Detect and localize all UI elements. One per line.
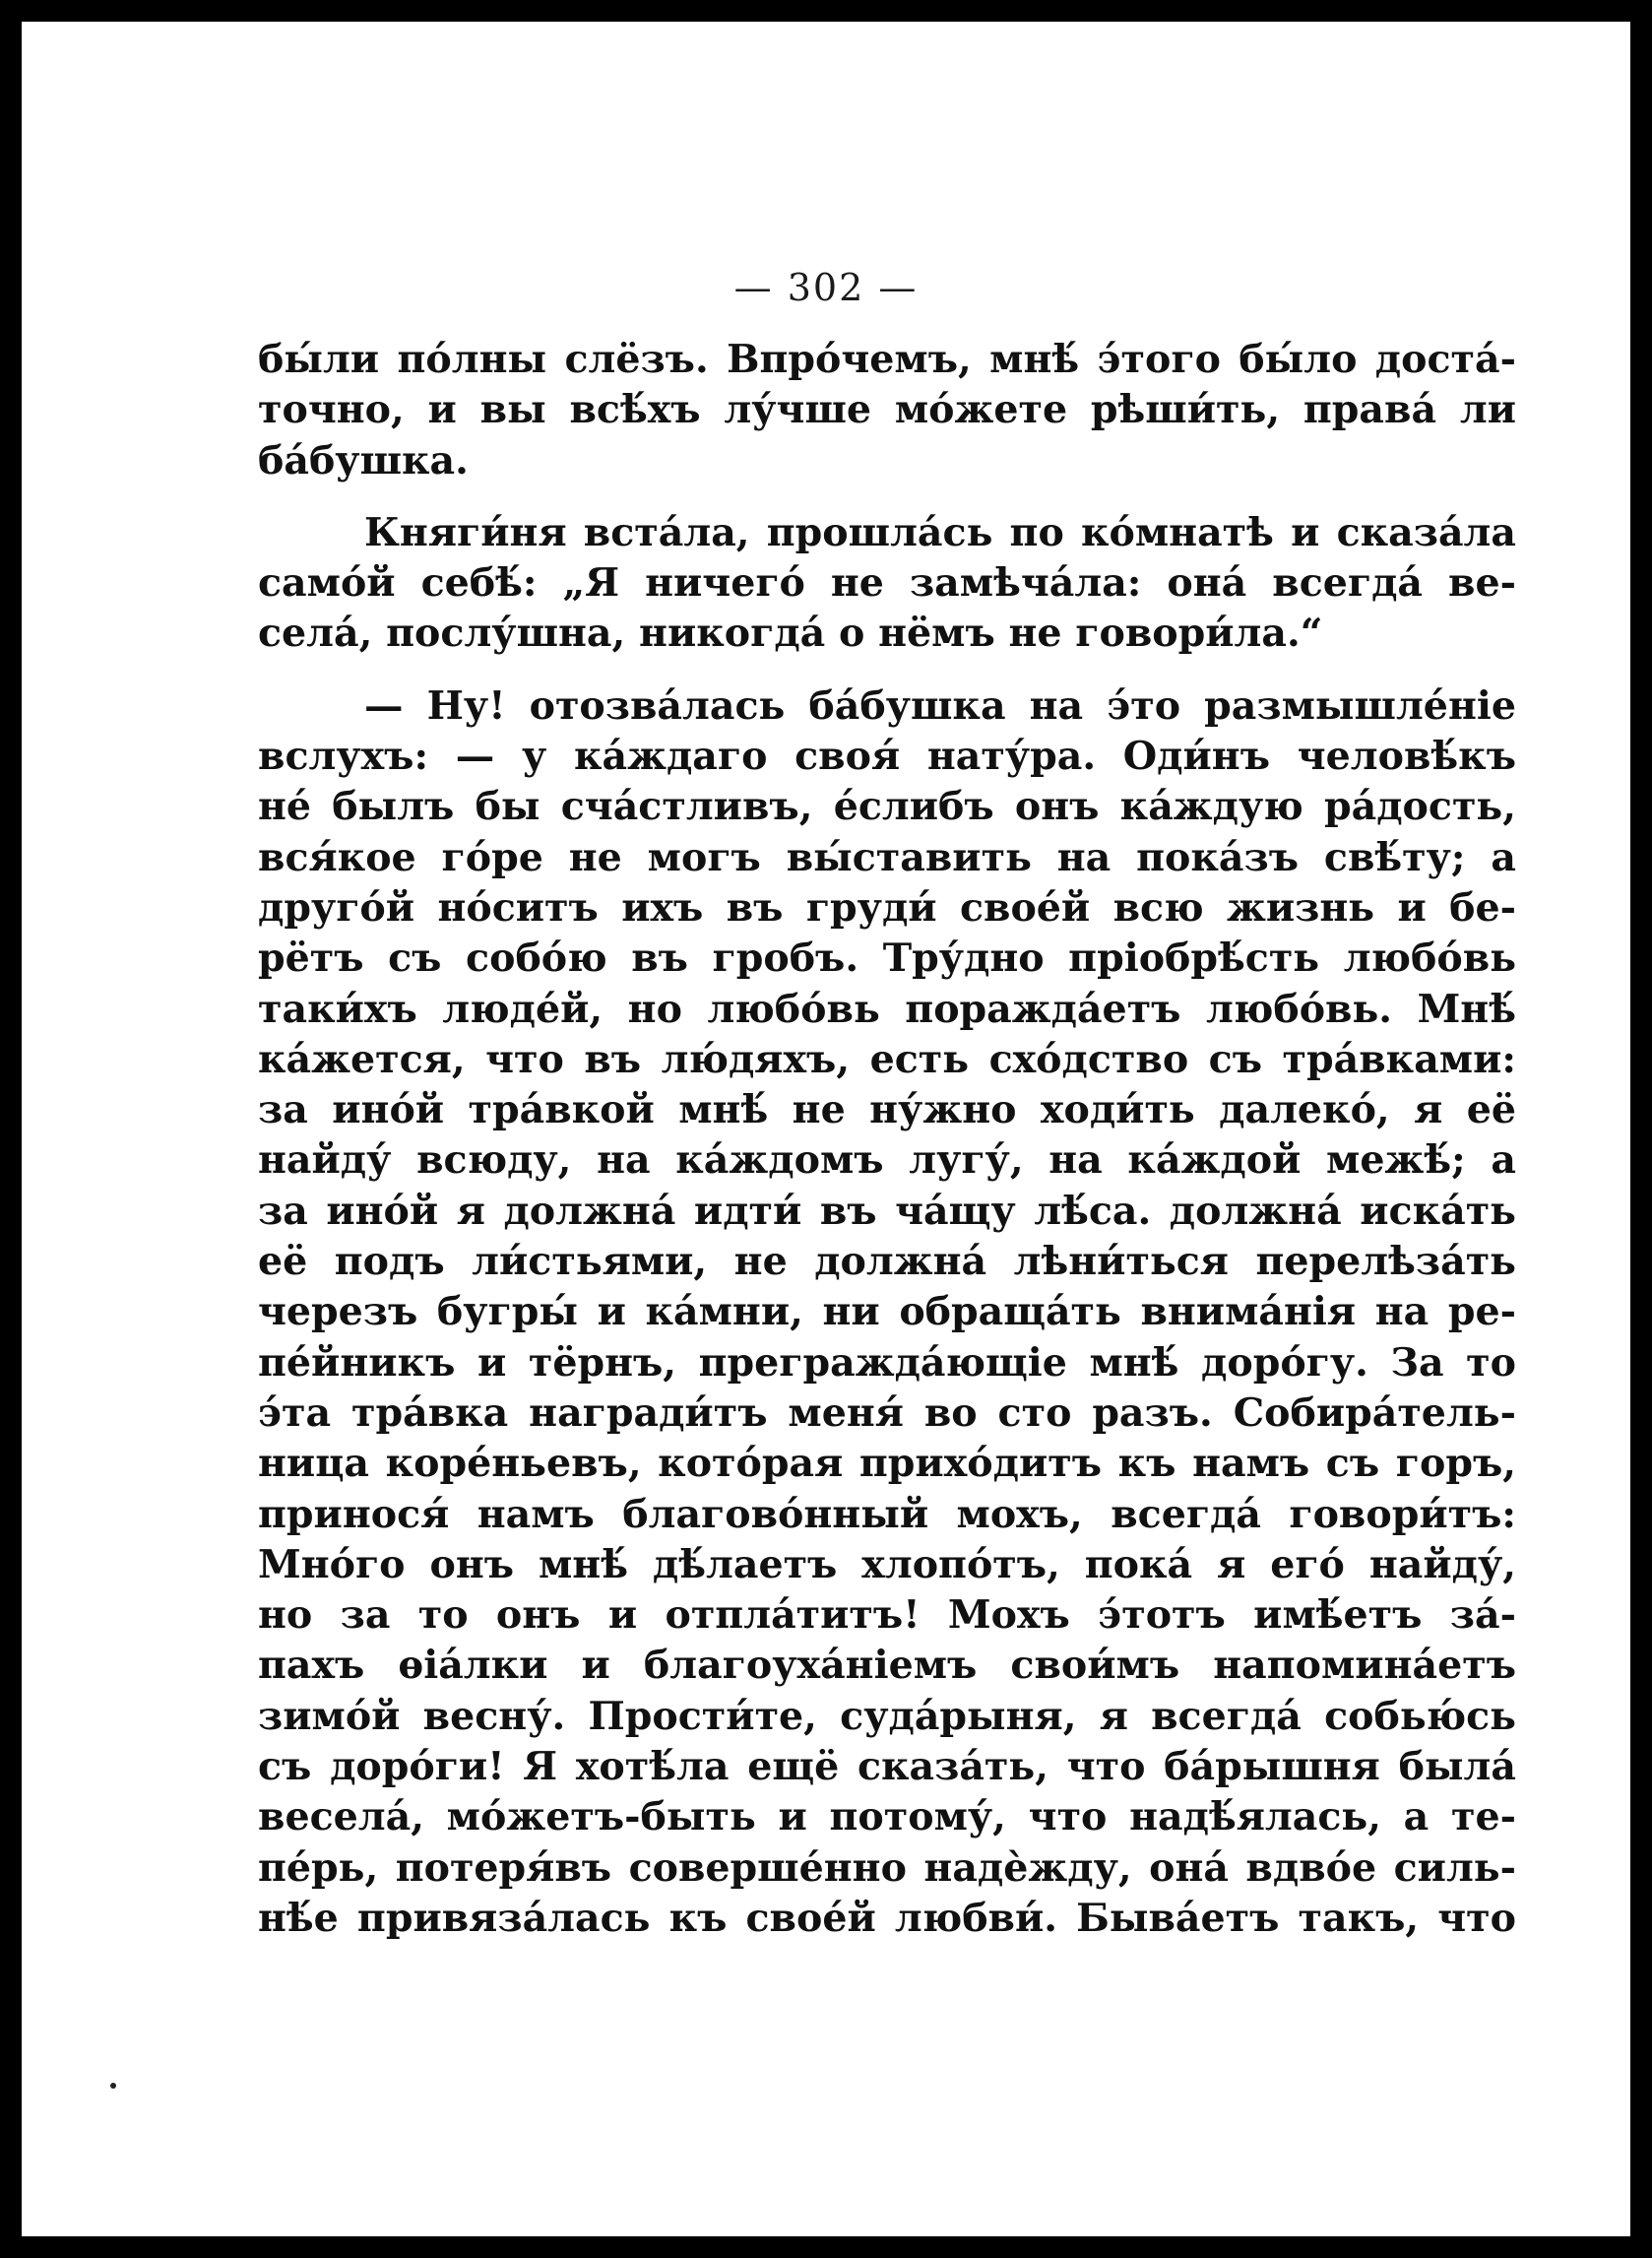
paragraph — [258, 681, 1516, 1944]
text-line: весела́, мо́жетъ-быть и потому́, что надѣ́ялась, а те- — [258, 1794, 1516, 1840]
text-line: точно, и вы всѣ́хъ лу́чше мо́жете рѣши́ть, права́ ли — [258, 387, 1516, 433]
text-line: Мно́го онъ мнѣ́ дѣ́лаетъ хлопо́тъ, пока́ я его́ найду́, — [258, 1541, 1516, 1587]
text-line: рётъ съ собо́ю въ гробъ. Тру́дно пріобрѣ́сть любо́вь — [258, 935, 1516, 982]
text-line: пахъ ѳіа́лки и благоуха́ніемъ свои́мъ напомина́етъ — [258, 1643, 1516, 1689]
text-line: съ доро́ги! Я хотѣ́ла ещё сказа́ть, что ба́рышня была́ — [258, 1744, 1516, 1790]
page-number: — 302 — — [733, 266, 919, 309]
text-line: пе́йникъ и тёрнъ, прегражда́ющіе мнѣ́ доро́гу. За то — [258, 1339, 1516, 1386]
text-line: черезъ бугры́ и ка́мни, ни обраща́ть внима́нія на ре- — [258, 1289, 1516, 1335]
text-line: э́та тра́вка награди́тъ меня́ во сто разъ. Собира́тель- — [258, 1389, 1516, 1436]
text-line: принося́ намъ благово́нный мохъ, всегда́ говори́тъ: — [258, 1491, 1516, 1537]
paragraph — [258, 335, 1516, 486]
book-page — [22, 22, 1630, 2236]
text-line: но за то онъ и отпла́титъ! Мохъ э́тотъ имѣ́етъ за́- — [258, 1592, 1516, 1639]
text-line: зимо́й весну́. Прости́те, суда́рыня, я всегда́ собью́сь — [258, 1693, 1516, 1739]
text-line: нѣ́е привяза́лась къ свое́й любви́. Быва́етъ такъ, что — [258, 1895, 1516, 1941]
text-line: за ино́й я должна́ идти́ въ ча́щу лѣ́са. должна́ иска́ть — [258, 1188, 1516, 1234]
text-line: ка́жется, что въ лю́дяхъ, есть схо́дство съ тра́вками: — [258, 1036, 1516, 1082]
text-line: её подъ ли́стьями, не должна́ лѣни́ться перелѣза́ть — [258, 1239, 1516, 1285]
text-line: вся́кое го́ре не могъ вы́ставить на пока́зъ свѣ́ту; а — [258, 834, 1516, 880]
paragraph — [258, 508, 1516, 660]
text-line: Княги́ня вста́ла, прошла́сь по ко́мнатѣ и сказа́ла — [364, 509, 1516, 555]
text-line: ба́бушка. — [258, 437, 469, 484]
text-line: само́й себѣ́: „Я ничего́ не замѣча́ла: она́ всегда́ ве- — [258, 560, 1516, 607]
text-line: ница коре́ньевъ, кото́рая прихо́дитъ къ намъ съ горъ, — [258, 1441, 1516, 1487]
text-line: вслухъ: — у ка́ждаго своя́ нату́ра. Оди́нъ человѣ́къ — [258, 734, 1516, 780]
text-line: — Ну! отозва́лась ба́бушка на э́то размышле́ніе — [364, 682, 1516, 729]
text-line: бы́ли по́лны слёзъ. Впро́чемъ, мнѣ́ э́того бы́ло доста́- — [258, 337, 1516, 382]
text-line: за ино́й тра́вкой мнѣ́ не ну́жно ходи́ть далеко́, я её — [258, 1087, 1516, 1133]
body-text — [258, 335, 1516, 1944]
text-line: друго́й но́ситъ ихъ въ груди́ свое́й всю жизнь и бе- — [258, 884, 1516, 931]
margin-speck — [110, 2083, 116, 2089]
text-line: таки́хъ люде́й, но любо́вь поражда́етъ любо́вь. Мнѣ́ — [258, 986, 1516, 1032]
text-line: села́, послу́шна, никогда́ о нёмъ не говори́ла.“ — [258, 611, 1323, 657]
text-line: найду́ всюду, на ка́ждомъ лугу́, на ка́ждой межѣ́; а — [258, 1137, 1516, 1184]
text-line: пе́рь, потеря́въ соверше́нно надѐжду, она́ вдво́е силь- — [258, 1844, 1516, 1891]
text-line: не́ былъ бы сча́стливъ, е́слибъ онъ ка́ждую ра́дость, — [258, 784, 1516, 830]
